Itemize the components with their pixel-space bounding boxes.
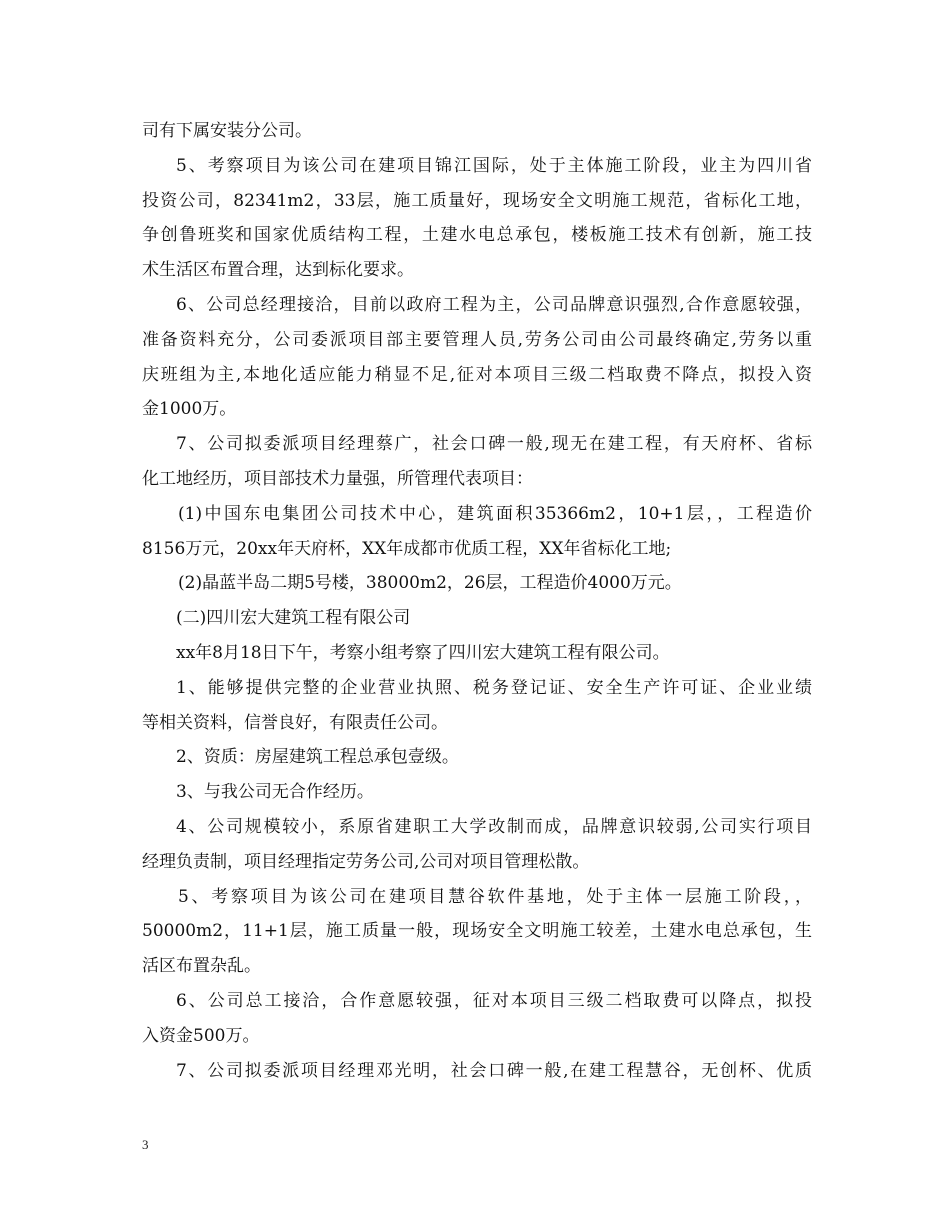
paragraph-line: 等相关资料，信誉良好，有限责任公司。 [142, 712, 448, 733]
paragraph-line: (1)中国东电集团公司技术中心，建筑面积35366m2，10+1层，，工程造价 [178, 503, 812, 524]
paragraph-line: xx年8月18日下午，考察小组考察了四川宏大建筑工程有限公司。 [176, 642, 670, 663]
paragraph-line: 4、公司规模较小，系原省建职工大学改制而成，品牌意识较弱,公司实行项目 [176, 816, 812, 837]
paragraph-line: 7、公司拟委派项目经理蔡广，社会口碑一般,现无在建工程，有天府杯、省标 [176, 434, 812, 455]
paragraph-line: 50000m2，11+1层，施工质量一般，现场安全文明施工较差，土建水电总承包，生 [142, 921, 812, 942]
paragraph-line: 6、公司总经理接洽，目前以政府工程为主，公司品牌意识强烈,合作意愿较强， [176, 294, 812, 315]
paragraph-line: 化工地经历，项目部技术力量强，所管理代表项目： [142, 468, 533, 489]
paragraph-line: 3、与我公司无合作经历。 [176, 782, 374, 803]
paragraph-line: 5、考察项目为该公司在建项目慧谷软件基地，处于主体一层施工阶段，， [178, 886, 812, 907]
paragraph-line: 司有下属安装分公司。 [142, 121, 312, 141]
paragraph-line: 庆班组为主,本地化适应能力稍显不足,征对本项目三级二档取费不降点，拟投入资 [142, 364, 812, 385]
paragraph-line: 准备资料充分，公司委派项目部主要管理人员,劳务公司由公司最终确定,劳务以重 [142, 329, 812, 350]
paragraph-line: 入资金500万。 [142, 1025, 260, 1046]
paragraph-line: 1、能够提供完整的企业营业执照、税务登记证、安全生产许可证、企业业绩 [176, 677, 812, 698]
paragraph-line: 7、公司拟委派项目经理邓光明，社会口碑一般,在建工程慧谷，无创杯、优质 [176, 1060, 812, 1081]
paragraph-line: 术生活区布置合理，达到标化要求。 [142, 260, 414, 281]
paragraph-line: 投资公司，82341m2，33层，施工质量好，现场安全文明施工规范，省标化工地， [142, 190, 812, 211]
paragraph-line: 活区布置杂乱。 [142, 956, 261, 977]
section-heading: (二)四川宏大建筑工程有限公司 [176, 608, 411, 629]
paragraph-line: 6、公司总工接洽，合作意愿较强，征对本项目三级二档取费可以降点，拟投 [176, 990, 812, 1011]
document-body [142, 114, 812, 1088]
paragraph-line: 金1000万。 [142, 399, 237, 420]
paragraph-line: 经理负责制，项目经理指定劳务公司,公司对项目管理松散。 [142, 851, 590, 872]
paragraph-line: 8156万元，20xx年天府杯，XX年成都市优质工程，XX年省标化工地; [142, 538, 672, 559]
paragraph-line: 争创鲁班奖和国家优质结构工程，土建水电总承包，楼板施工技术有创新，施工技 [142, 225, 812, 246]
paragraph-line: 5、考察项目为该公司在建项目锦江国际，处于主体施工阶段，业主为四川省 [176, 155, 812, 176]
paragraph-line: 2、资质：房屋建筑工程总承包壹级。 [176, 747, 459, 768]
paragraph-line: (2)晶蓝半岛二期5号楼，38000m2，26层，工程造价4000万元。 [178, 573, 682, 594]
page-number: 3 [142, 1137, 149, 1152]
